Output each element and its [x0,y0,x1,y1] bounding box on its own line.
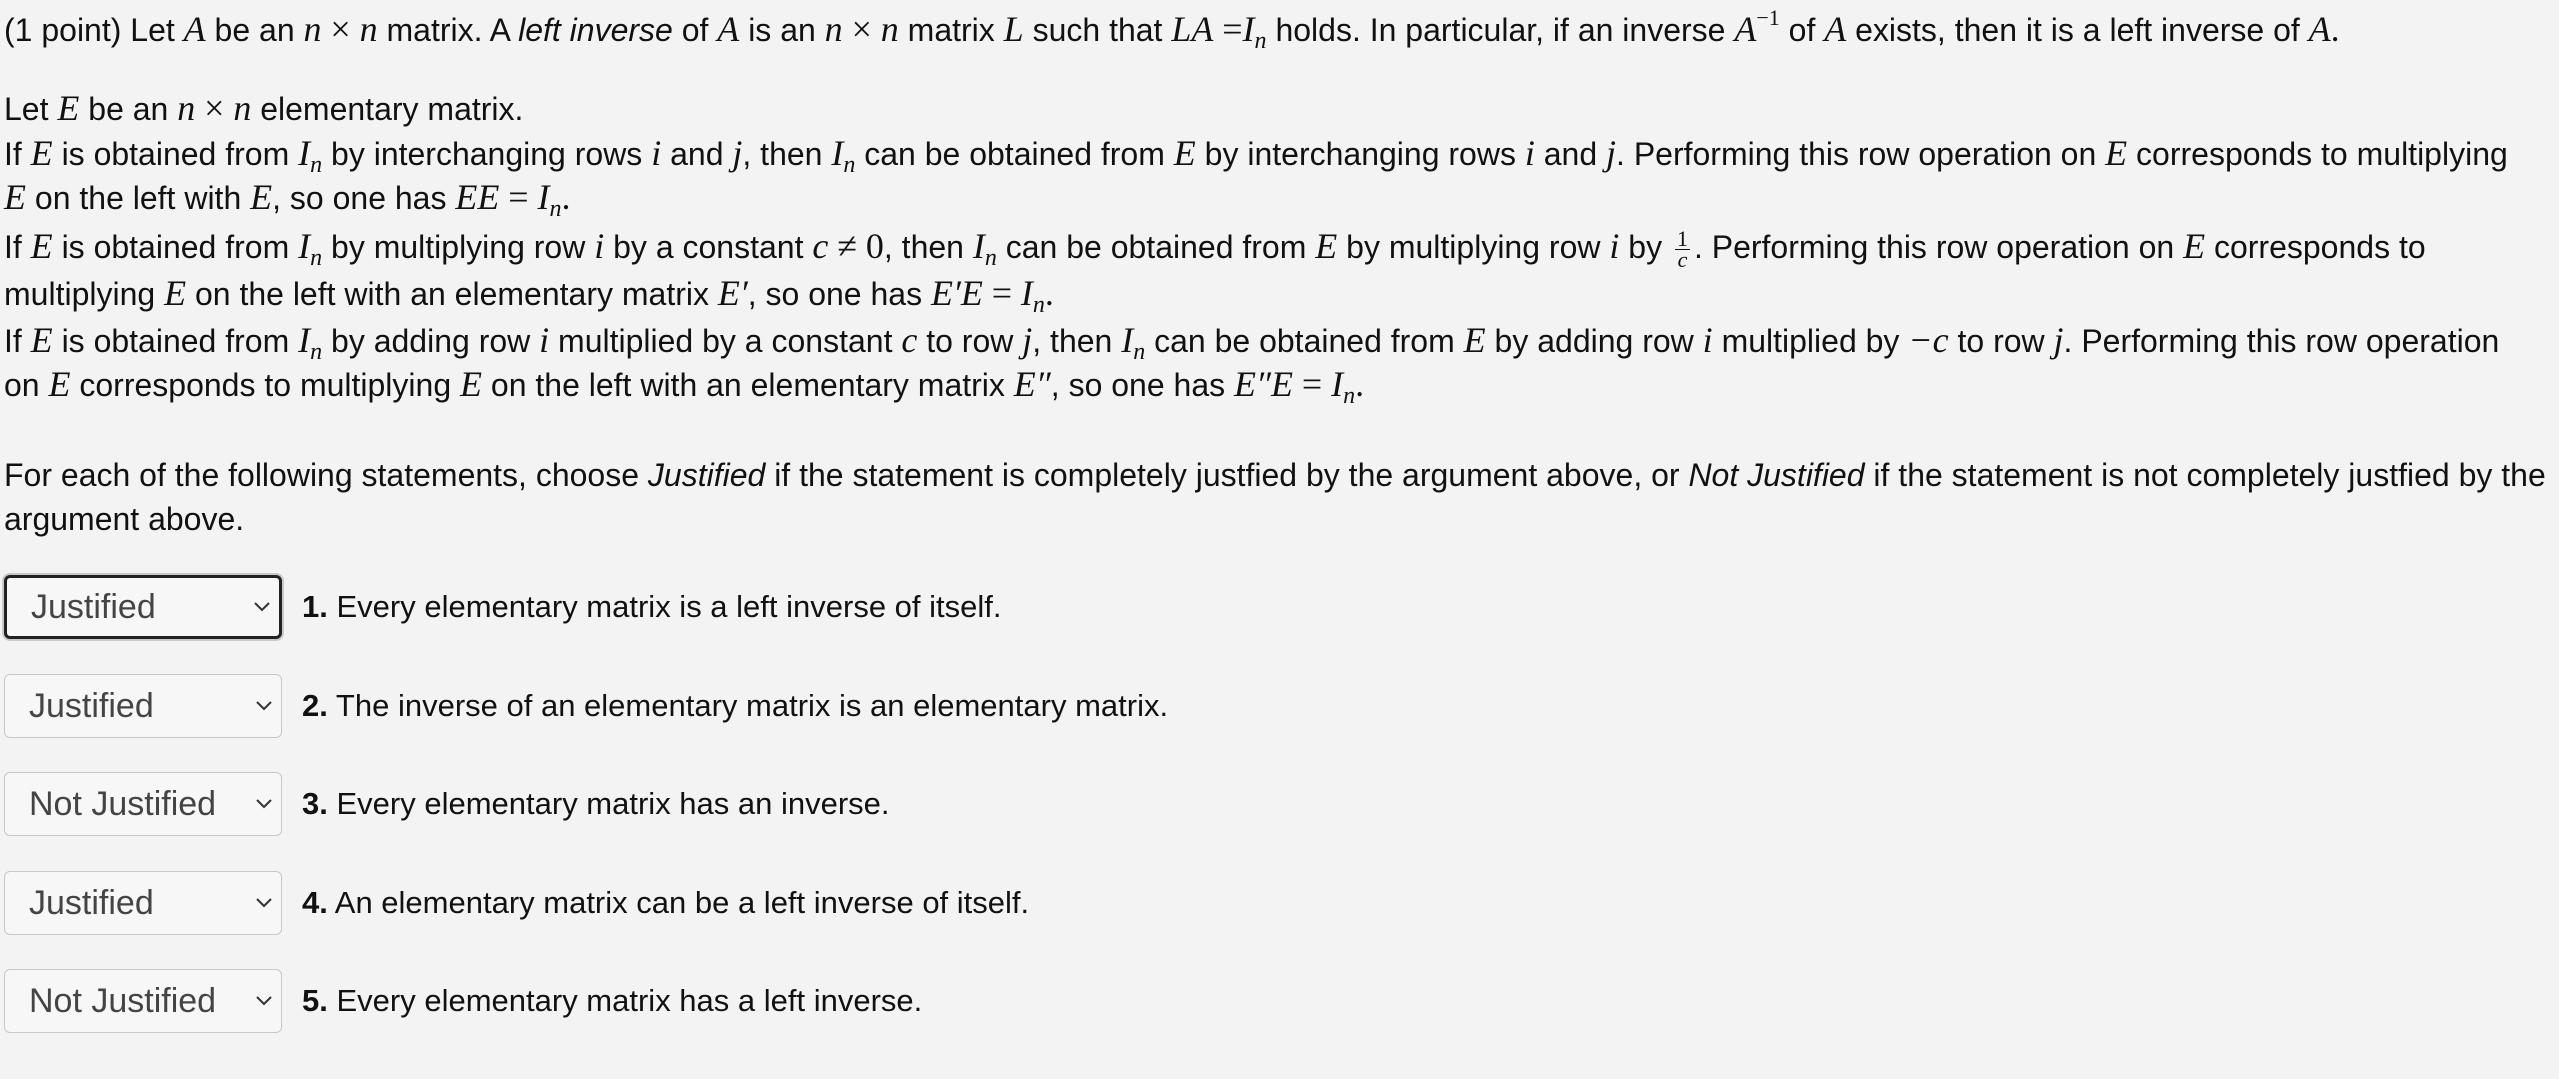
math-inverse-sup: −1 [1756,5,1780,30]
para-text: , then [1032,323,1113,359]
para-text: , so one has [747,276,923,312]
left-inverse-term: left inverse [518,12,673,48]
para-text: multiplied by a constant [558,323,893,359]
math-E: E [460,364,482,404]
question-text [302,786,890,822]
math-I: I [298,320,311,360]
math-period: . [2330,9,2340,49]
para-text: corresponds to multiplying [2136,136,2508,172]
intro-text: be an [214,12,295,48]
math-sub-n: n [310,152,323,178]
para-text: multiplying [4,276,156,312]
para-text: If [4,323,22,359]
intro-text: of [1788,12,1816,48]
para2-line5 [4,273,1054,325]
para-text: by [1628,229,1663,265]
para-text: can be obtained from [1005,229,1307,265]
math-sub-n: n [1343,383,1356,409]
math-E-prime: E′ [717,273,748,313]
math-I: I [298,226,311,266]
math-times: × [204,88,225,128]
math-E-prime-E: E′E [930,273,983,313]
math-i: i [1609,226,1620,266]
para-text: by interchanging rows [331,136,643,172]
instructions-text: if the statement is not completely justfied by the [1873,457,2546,493]
para-text: , then [742,136,823,172]
instructions-text: if the statement is completely justfied by the argument above, or [774,457,1680,493]
para-text: If [4,229,22,265]
math-i: i [539,320,550,360]
para-text: by multiplying row [331,229,586,265]
math-sub-n: n [984,245,997,271]
select-value: Not Justified [29,784,217,823]
math-I: I [831,133,844,173]
intro-text: of [681,12,709,48]
question-row [4,870,1029,936]
math-i: i [1702,320,1713,360]
para-text: on the left with [34,180,242,216]
chevron-down-icon [255,995,273,1007]
math-neg-c: −c [1908,320,1949,360]
answer-select[interactable] [4,575,282,639]
para-text: corresponds to [2213,229,2426,265]
intro-text: exists, then it is a left inverse of [1855,12,2300,48]
math-n: n [177,88,196,128]
intro-text: is an [748,12,816,48]
question-text [302,589,1002,625]
instructions-text: argument above. [4,501,245,537]
math-i: i [651,133,662,173]
math-period: . [1355,364,1365,404]
para-text: , so one has [272,180,447,216]
instructions-text: For each of the following statements, choose [4,457,640,493]
math-times: × [330,9,351,49]
math-E: E [1315,226,1338,266]
question-statement: The inverse of an elementary matrix is an elementary matrix. [335,688,1169,723]
question-statement: Every elementary matrix has an inverse. [336,786,890,821]
math-E: E [30,320,53,360]
para-text: can be obtained from [864,136,1165,172]
math-times: × [851,9,872,49]
points-label: (1 point) Let [4,12,175,48]
fraction-denominator: c [1677,247,1688,273]
math-j: j [732,133,743,173]
para-text: by multiplying row [1346,229,1601,265]
math-n: n [303,9,322,49]
para-text: elementary matrix. [260,91,524,127]
answer-select[interactable] [4,871,282,935]
intro-line [4,0,2340,61]
intro-text: holds. In particular, if an inverse [1275,12,1726,48]
para-text: is obtained from [61,136,290,172]
answer-select[interactable] [4,674,282,738]
para-text: , so one has [1050,367,1226,403]
math-sub-n: n [549,196,562,222]
para-text: . Performing this row operation on [1693,229,2175,265]
para-text: can be obtained from [1154,323,1455,359]
intro-text: matrix [907,12,995,48]
question-row [4,673,1168,739]
math-eq: = [1301,364,1323,404]
para-text: corresponds to multiplying [79,367,452,403]
math-sub-n: n [310,339,323,365]
math-E: E [2183,226,2206,266]
question-row [4,968,922,1034]
math-E-double-prime-E: E″E [1234,364,1293,404]
para-text: be an [88,91,169,127]
math-eq: = [991,273,1013,313]
math-E: E [30,133,53,173]
fraction-numerator: 1 [1676,226,1688,252]
math-E: E [48,364,71,404]
math-I: I [1121,320,1134,360]
math-c: c [812,226,829,266]
question-statement: Every elementary matrix has a left inverse. [336,983,923,1018]
para2-line4 [4,226,2426,278]
chevron-down-icon [255,700,273,712]
answer-select[interactable] [4,969,282,1033]
select-value: Justified [31,587,156,626]
para-text: to row [1957,323,2045,359]
math-I: I [1331,364,1344,404]
math-A: A [1824,9,1847,49]
intro-text: matrix. A [386,12,510,48]
math-I: I [298,133,311,173]
answer-select[interactable] [4,772,282,836]
math-eq: = [1222,9,1243,49]
math-sub-n: n [1133,339,1146,365]
math-E: E [164,273,187,313]
math-L: L [1003,9,1024,49]
math-zero: 0 [865,226,884,266]
instructions-line1 [4,455,2546,495]
para-text: and [670,136,724,172]
select-value: Justified [29,686,154,725]
select-value: Justified [29,883,154,922]
math-I: I [972,226,985,266]
math-n: n [824,9,843,49]
para2-line1 [4,88,523,129]
math-period: . [561,177,571,217]
math-neq: ≠ [837,226,857,266]
math-j: j [2053,320,2064,360]
para-text: on [4,367,40,403]
math-EE: EE [455,177,500,217]
math-n: n [359,9,378,49]
math-n: n [880,9,899,49]
math-i: i [1524,133,1535,173]
chevron-down-icon [255,897,273,909]
math-E: E [2105,133,2128,173]
math-i: i [594,226,605,266]
math-A: A [183,9,206,49]
math-c: c [901,320,918,360]
math-I: I [1242,9,1255,49]
select-value: Not Justified [29,981,217,1020]
math-LA: LA [1171,9,1214,49]
para-text: multiplied by [1721,323,1900,359]
math-eq: = [508,177,529,217]
instructions-line2 [4,499,244,539]
chevron-down-icon [255,798,273,810]
para-text: is obtained from [61,323,290,359]
para-text: and [1543,136,1598,172]
question-statement: An elementary matrix can be a left inverse of itself. [334,885,1030,920]
math-j: j [1022,320,1033,360]
question-number: 4. [302,885,328,920]
para-text: on the left with an elementary matrix [194,276,709,312]
math-E-double-prime: E″ [1013,364,1051,404]
question-text [302,983,922,1019]
question-text [302,885,1029,921]
math-E: E [1173,133,1196,173]
para-text: . Performing this row operation [2063,323,2500,359]
question-row [4,574,1002,640]
para-text: by interchanging rows [1204,136,1516,172]
math-period: . [1044,273,1054,313]
para-text: by adding row [331,323,531,359]
math-I: I [1020,273,1033,313]
para-text: . Performing this row operation on [1616,136,2097,172]
math-j: j [1606,133,1617,173]
math-sub-n: n [1032,292,1045,318]
math-E: E [30,226,53,266]
question-row [4,771,890,837]
intro-text: such that [1032,12,1163,48]
para2-line3 [4,177,570,229]
math-E: E [4,177,26,217]
para-text: Let [4,91,49,127]
fraction-one-over-c [1675,226,1690,273]
chevron-down-icon [253,601,271,613]
math-E: E [1463,320,1486,360]
math-n: n [233,88,252,128]
math-E: E [57,88,80,128]
question-text [302,688,1168,724]
question-number: 1. [302,589,328,624]
para-text: on the left with an elementary matrix [490,367,1005,403]
justified-term: Justified [647,457,766,493]
math-E: E [250,177,273,217]
question-number: 2. [302,688,328,723]
question-statement: Every elementary matrix is a left inverse of itself. [336,589,1002,624]
math-A: A [1734,9,1757,49]
question-number: 5. [302,983,328,1018]
para2-line7 [4,364,1364,416]
para-text: by adding row [1494,323,1694,359]
math-sub-n: n [843,152,856,178]
math-A: A [2308,9,2331,49]
math-sub-n: n [310,245,323,271]
para-text: is obtained from [61,229,290,265]
math-I: I [537,177,550,217]
para-text: , then [883,229,964,265]
para-text: If [4,136,22,172]
not-justified-term: Not Justified [1688,457,1865,493]
math-A: A [717,9,740,49]
question-number: 3. [302,786,328,821]
para-text: to row [926,323,1014,359]
math-sub-n: n [1254,28,1267,54]
para-text: by a constant [613,229,804,265]
